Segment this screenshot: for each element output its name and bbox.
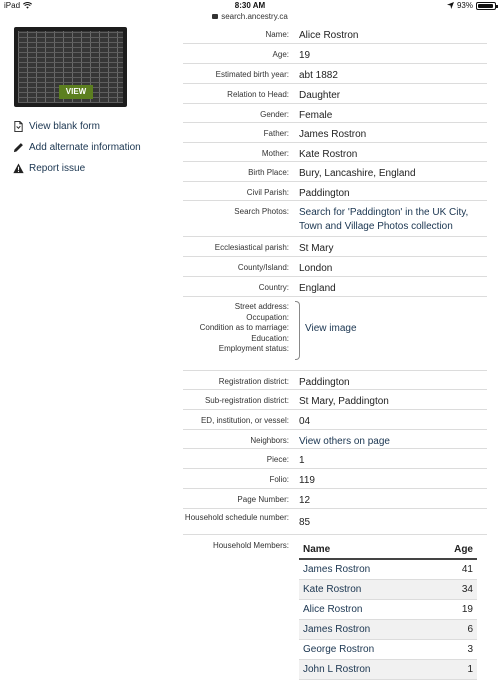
lock-icon [212,14,218,19]
education-label: Education: [251,333,289,343]
row-name [183,24,487,44]
battery-icon [476,2,496,10]
image-only-field-labels [183,297,295,370]
field-label: Search Photos: [234,207,289,216]
row-birth-year [183,64,487,84]
mother-value: Kate Rostron [299,149,358,160]
member-name-link[interactable]: James Rostron [299,559,432,580]
field-label: Father: [263,129,289,138]
registration-district-value: Paddington [299,377,350,388]
household-members-cell [295,535,487,680]
age-column-header: Age [432,542,477,559]
member-age: 3 [432,640,477,660]
member-age: 1 [432,660,477,680]
row-ecclesiastical [183,237,487,257]
relation-value: Daughter [299,90,341,101]
field-label: Age: [272,50,289,59]
battery-fill [478,4,493,8]
page-number-value: 12 [299,495,311,506]
table-row [299,600,477,620]
row-mother [183,143,487,162]
row-relation [183,84,487,104]
field-label: Birth Place: [248,168,289,177]
schedule-value: 85 [299,517,311,528]
warning-icon [13,163,24,174]
occupation-label: Occupation: [246,312,289,322]
url-text: search.ancestry.ca [221,12,288,21]
folio-value: 119 [299,475,315,486]
name-value: Alice Rostron [299,30,359,41]
add-alternate-info-label: Add alternate information [29,142,141,153]
url-bar[interactable] [0,12,500,24]
member-name-link[interactable]: James Rostron [299,620,432,640]
member-age: 6 [432,620,477,640]
row-father [183,123,487,143]
status-bar [0,0,500,12]
report-issue-label: Report issue [29,163,86,174]
field-label: Piece: [266,455,289,464]
sub-registration-value: St Mary, Paddington [299,396,389,407]
member-age: 41 [432,559,477,580]
table-row [299,640,477,660]
field-label: Folio: [269,475,289,484]
view-neighbors-link[interactable]: View others on page [299,436,390,447]
record-details [183,24,487,680]
record-actions [13,116,183,179]
member-age: 34 [432,580,477,600]
table-row [299,620,477,640]
table-row [299,559,477,580]
row-schedule [183,509,487,535]
street-address-label: Street address: [234,302,289,311]
row-neighbors [183,430,487,449]
member-name-link[interactable]: George Rostron [299,640,432,660]
ed-value: 04 [299,416,311,427]
household-table [299,542,477,680]
row-civil-parish [183,182,487,201]
add-alternate-info-link[interactable] [13,137,183,158]
age-value: 19 [299,50,311,61]
birth-place-value: Bury, Lancashire, England [299,168,416,179]
member-name-link[interactable]: John L Rostron [299,660,432,680]
status-right [447,1,496,10]
field-label: Household schedule number: [184,513,289,522]
household-header-row [299,542,477,559]
field-label: Registration district: [218,377,289,386]
search-photos-link[interactable]: Search for 'Paddington' in the UK City, Town and Village Photos collection [299,207,469,232]
county-value: London [299,263,333,274]
view-blank-form-link[interactable] [13,116,183,137]
view-image-link[interactable]: View image [305,323,357,334]
member-name-link[interactable]: Kate Rostron [299,580,432,600]
image-only-group [295,297,487,370]
civil-parish-value: Paddington [299,188,350,199]
field-label: Relation to Head: [227,90,289,99]
row-page-number [183,489,487,509]
field-label: Civil Parish: [246,188,289,197]
employment-status-label: Employment status: [218,344,289,353]
piece-value: 1 [299,455,305,466]
row-age [183,44,487,64]
row-birth-place [183,162,487,182]
row-registration-district [183,371,487,390]
row-county [183,257,487,277]
field-label: Page Number: [237,495,289,504]
record-image-thumbnail[interactable] [14,27,127,107]
report-issue-link[interactable] [13,158,183,179]
row-gender [183,104,487,123]
device-label: iPad [4,1,21,10]
field-label: Mother: [261,149,289,158]
field-label: Name: [265,30,289,39]
field-label: ED, institution, or vessel: [200,416,289,425]
document-icon [13,121,24,132]
marriage-condition-label: Condition as to marriage: [199,323,289,332]
field-label: Estimated birth year: [215,70,289,79]
row-piece [183,449,487,469]
pencil-icon [13,142,24,153]
ecclesiastical-value: St Mary [299,243,334,254]
birth-year-value: abt 1882 [299,70,338,81]
status-time: 8:30 AM [234,1,266,10]
view-blank-form-label: View blank form [29,121,100,132]
field-label: Sub-registration district: [204,396,289,405]
name-column-header: Name [299,542,432,559]
field-label: Neighbors: [250,436,289,445]
field-label: Country: [258,283,289,292]
location-arrow-icon [447,2,454,9]
row-search-photos [183,201,487,237]
row-sub-registration [183,390,487,410]
father-value: James Rostron [299,129,367,140]
table-row [299,580,477,600]
field-label: Household Members: [212,541,289,550]
bracket [295,301,300,360]
field-label: Ecclesiastical parish: [214,243,289,252]
row-image-only-fields [183,297,487,371]
field-label: County/Island: [237,263,289,272]
row-country [183,277,487,297]
row-folio [183,469,487,489]
table-row [299,660,477,680]
view-image-button[interactable]: VIEW [59,85,93,99]
member-age: 19 [432,600,477,620]
battery-percent: 93% [456,1,473,10]
row-household-members [183,535,487,680]
country-value: England [299,283,336,294]
member-name-link[interactable]: Alice Rostron [299,600,432,620]
gender-value: Female [299,110,333,121]
field-label: Gender: [260,110,289,119]
row-ed [183,410,487,430]
